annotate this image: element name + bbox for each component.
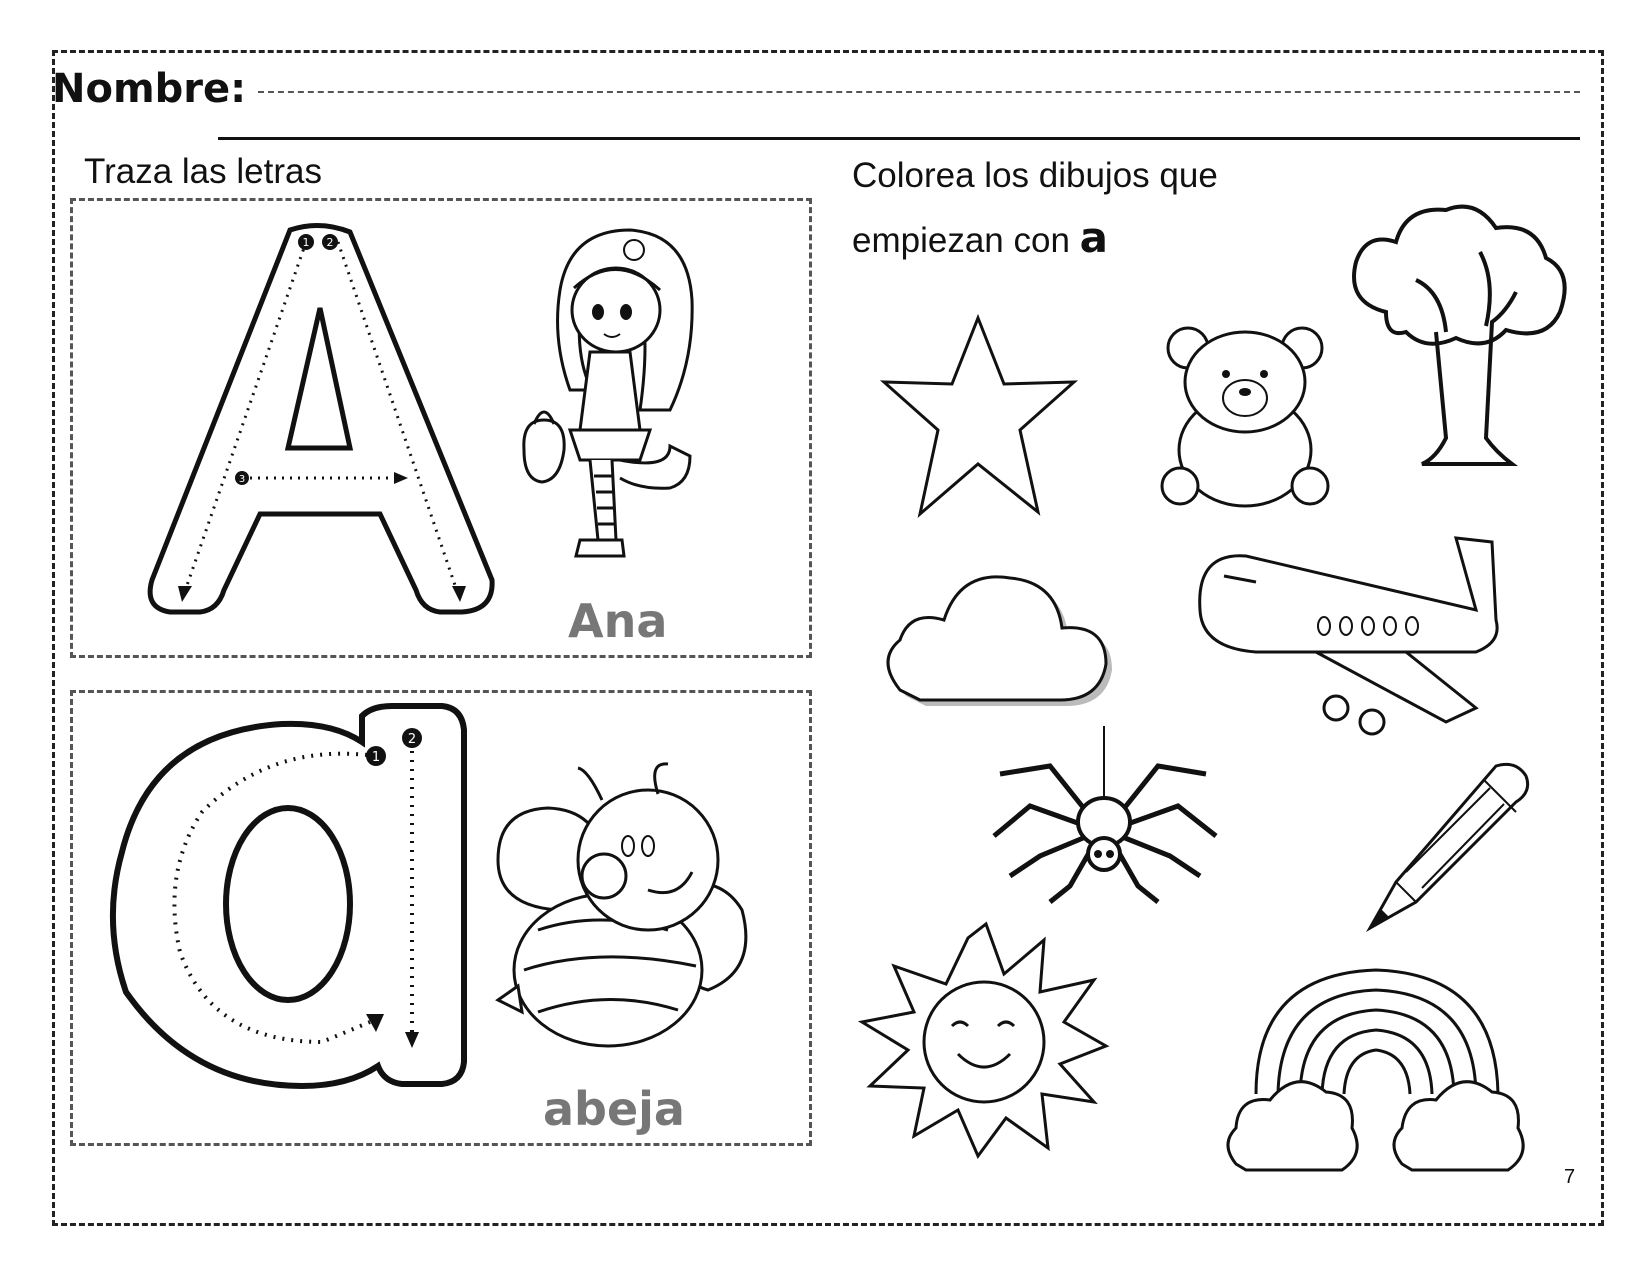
word-abeja: abeja xyxy=(543,1082,685,1136)
name-label: Nombre: xyxy=(52,66,247,112)
stroke-number-1: 1 xyxy=(302,236,310,249)
target-letter: a xyxy=(1079,213,1108,262)
color-instructions xyxy=(852,145,1218,272)
uppercase-a-tracing[interactable] xyxy=(140,220,500,620)
lowercase-a-tracing[interactable] xyxy=(112,702,472,1090)
stroke-number-1-lower: 1 xyxy=(371,750,381,765)
rainbow-picture[interactable] xyxy=(1226,964,1526,1182)
star-picture[interactable] xyxy=(880,312,1076,518)
bee-abeja-picture[interactable] xyxy=(478,760,778,1060)
stroke-number-2-lower: 2 xyxy=(407,732,417,747)
color-instructions-line1: Colorea los dibujos que xyxy=(852,156,1218,195)
page-number: 7 xyxy=(1564,1166,1576,1188)
stroke-number-2: 2 xyxy=(326,236,334,249)
name-dashed-line xyxy=(258,91,1580,93)
pencil-picture[interactable] xyxy=(1366,762,1532,932)
tree-picture[interactable] xyxy=(1346,202,1576,474)
stroke-number-3: 3 xyxy=(238,474,246,485)
sun-picture[interactable] xyxy=(858,918,1108,1158)
spider-picture[interactable] xyxy=(990,726,1220,906)
color-instructions-line2: empiezan con a xyxy=(852,213,1108,262)
cloud-picture[interactable] xyxy=(880,560,1112,706)
airplane-picture[interactable] xyxy=(1196,532,1514,742)
name-writing-line xyxy=(218,137,1580,140)
word-ana: Ana xyxy=(568,594,668,648)
trace-instructions: Traza las letras xyxy=(84,152,322,191)
teddy-bear-picture[interactable] xyxy=(1160,322,1330,512)
girl-ana-picture[interactable] xyxy=(520,220,720,590)
